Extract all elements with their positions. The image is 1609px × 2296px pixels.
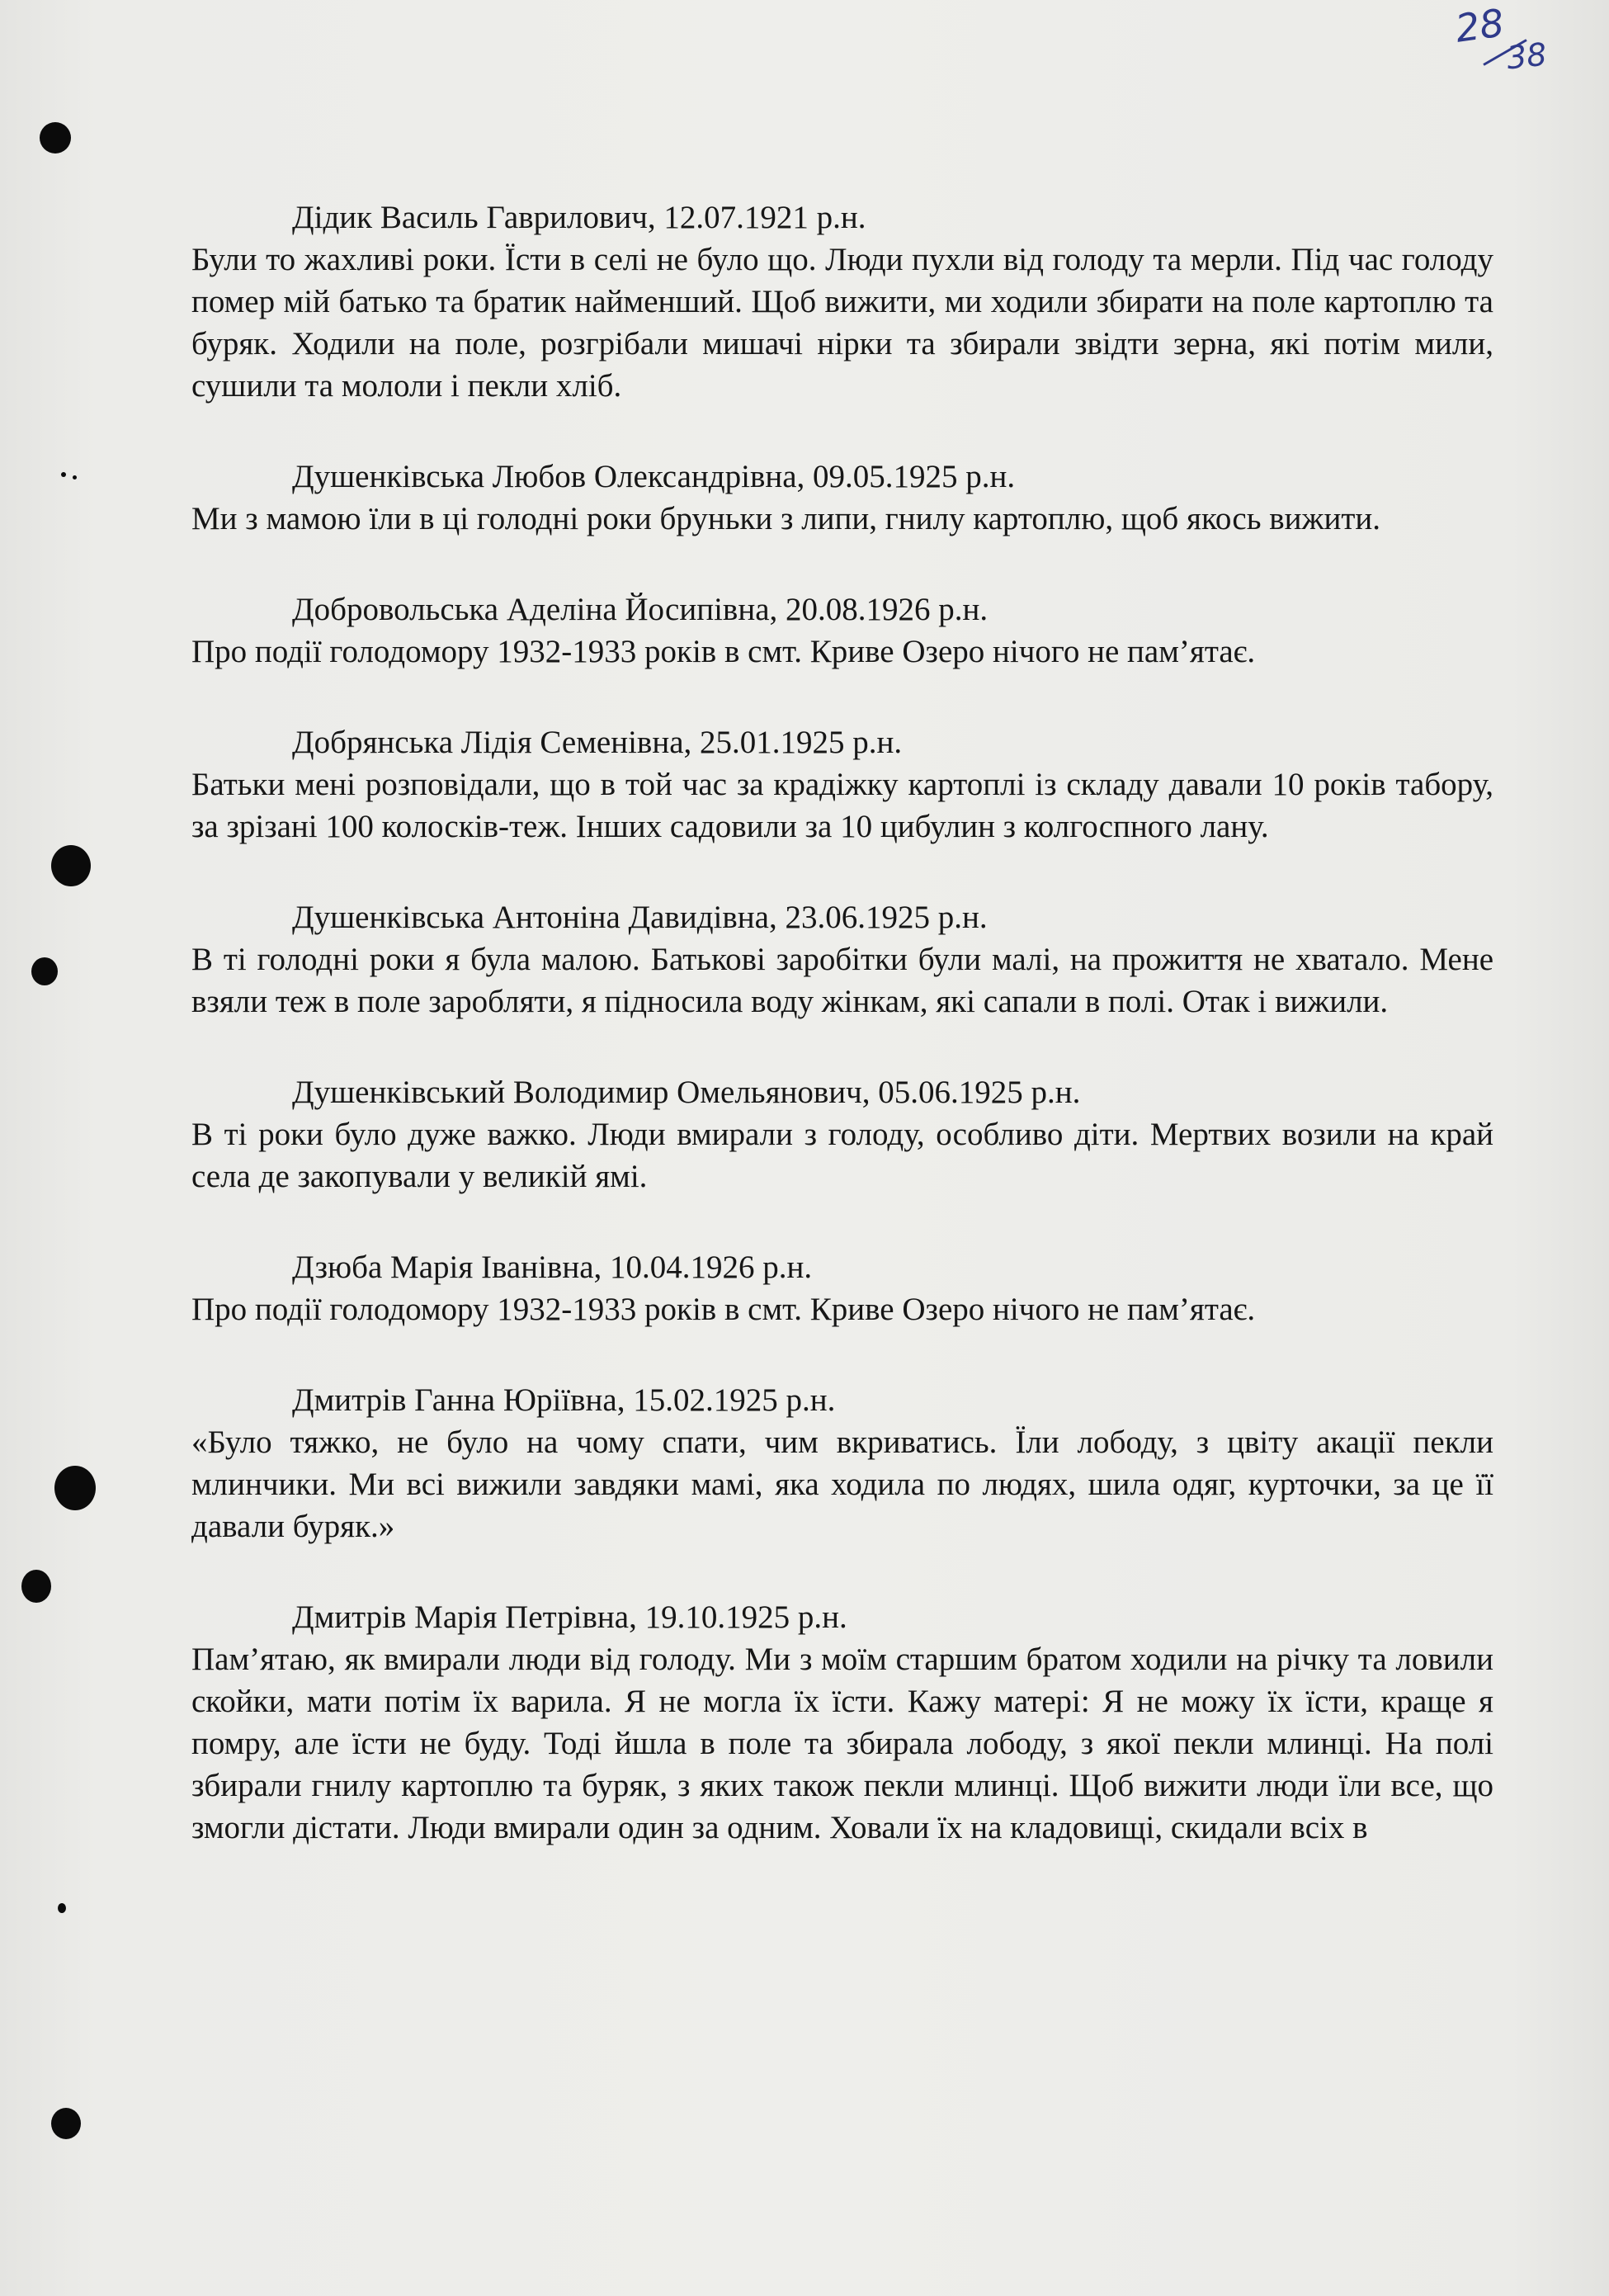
testimony-entry (191, 896, 1493, 1023)
testimony-entry (191, 196, 1493, 407)
page-number-primary: 28 (1452, 0, 1508, 51)
punch-hole (58, 1903, 66, 1913)
punch-hole (21, 1570, 51, 1603)
testimony-text: Були то жахливі роки. Їсти в селі не було що. Люди пухли від голоду та мерли. Під час голоду помер мій батько та братик найменший. Щоб вижити, ми ходили збирати на поле картоплю та буряк. Ходили на поле, розгрібали мишачі нірки та збирали звідти зерна, які потім мили, сушили та мололи і пекли хліб. (191, 242, 1493, 404)
testimony-text: Батьки мені розповідали, що в той час за крадіжку картоплі із складу давали 10 років табору, за зрізані 100 колосків-теж. Інших садовили за 10 цибулин з колгоспного лану. (191, 767, 1493, 844)
testimony-heading: Дмитрів Ганна Юріївна, 15.02.1925 р.н. (292, 1382, 836, 1418)
testimony-entry (191, 1596, 1493, 1849)
testimony-entry (191, 588, 1493, 673)
testimony-text: Про події голодомору 1932-1933 років в смт. Криве Озеро нічого не пам’ятає. (191, 1292, 1256, 1327)
punch-hole (73, 475, 77, 480)
testimony-entry (191, 721, 1493, 848)
testimony-entry (191, 1071, 1493, 1198)
punch-hole (31, 957, 58, 985)
punch-hole (51, 2108, 81, 2139)
handwritten-page-number (1447, 0, 1563, 77)
testimony-text: «Було тяжко, не було на чому спати, чим вкриватись. Їли лободу, з цвіту акації пекли млинчики. Ми всі вижили завдяки мамі, яка ходила по людях, шила одяг, курточки, за це її давали буряк.» (191, 1424, 1493, 1544)
testimony-heading: Душенківська Антоніна Давидівна, 23.06.1925 р.н. (292, 900, 988, 935)
testimony-heading: Душенківська Любов Олександрівна, 09.05.1925 р.н. (292, 459, 1016, 494)
testimony-text: Про події голодомору 1932-1933 років в смт. Криве Озеро нічого не пам’ятає. (191, 634, 1256, 669)
testimony-heading: Добровольська Аделіна Йосипівна, 20.08.1926 р.н. (292, 592, 989, 627)
testimony-entry (191, 456, 1493, 540)
testimony-heading: Дзюба Марія Іванівна, 10.04.1926 р.н. (292, 1250, 813, 1285)
testimony-text: В ті голодні роки я була малою. Батькові заробітки були малі, на прожиття не хватало. Мене взяли теж в поле заробляти, я підносила воду жінкам, які сапали в полі. Отак і вижили. (191, 942, 1493, 1019)
page-number-secondary: 38 (1504, 35, 1549, 77)
testimony-heading: Дмитрів Марія Петрівна, 19.10.1925 р.н. (292, 1599, 847, 1635)
punch-hole (54, 1466, 96, 1510)
punch-hole (51, 845, 91, 886)
testimony-entry (191, 1379, 1493, 1547)
punch-hole (61, 472, 66, 477)
testimony-heading: Душенківський Володимир Омельянович, 05.06.1925 р.н. (292, 1075, 1081, 1110)
testimony-entry (191, 1246, 1493, 1330)
testimony-heading: Добрянська Лідія Семенівна, 25.01.1925 р.н. (292, 725, 903, 760)
punch-hole (40, 122, 71, 154)
testimony-text: Пам’ятаю, як вмирали люди від голоду. Ми з моїм старшим братом ходили на річку та ловили скойки, мати потім їх варила. Я не могла їх їсти. Кажу матері: Я не можу їх їсти, краще я помру, але їсти не буду. Тоді йшла в поле та збирала лободу, з якої пекли млинці. На полі збирали гнилу картоплю та буряк, з яких також пекли млинці. Щоб вижити люди їли все, що змогли дістати. Люди вмирали один за одним. Ховали їх на кладовищі, скидали всіх в (191, 1642, 1493, 1845)
testimony-heading: Дідик Василь Гаврилович, 12.07.1921 р.н. (292, 200, 866, 235)
testimony-text: В ті роки було дуже важко. Люди вмирали з голоду, особливо діти. Мертвих возили на край села де закопували у великій ямі. (191, 1117, 1493, 1194)
testimony-text: Ми з мамою їли в ці голодні роки бруньки з липи, гнилу картоплю, щоб якось вижити. (191, 501, 1381, 536)
document-body (191, 196, 1493, 1897)
